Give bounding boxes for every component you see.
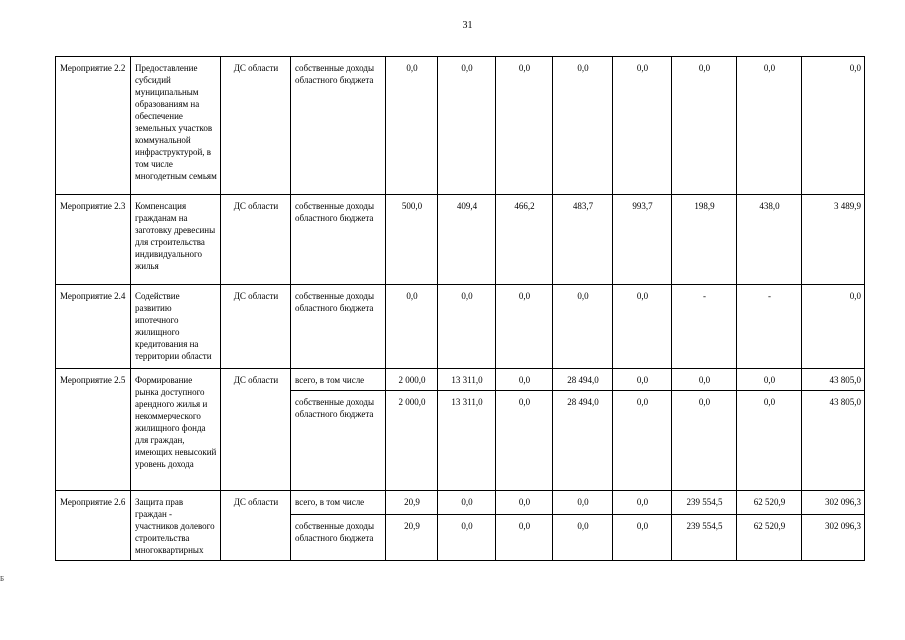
- value-cell: 0,0: [737, 369, 802, 391]
- value-cell: 0,0: [496, 491, 553, 515]
- value-cell: 0,0: [496, 285, 553, 369]
- value-cell: 28 494,0: [553, 369, 613, 391]
- value-cell: 0,0: [672, 391, 737, 491]
- value-cell: 0,0: [496, 391, 553, 491]
- value-cell: 0,0: [438, 285, 496, 369]
- value-cell: 13 311,0: [438, 369, 496, 391]
- funding-source: собственные доходы областного бюджета: [291, 285, 386, 369]
- value-cell: 62 520,9: [737, 515, 802, 561]
- measure-name: Содействие развитию ипотечного жилищного кредитования на территории области: [131, 285, 221, 369]
- value-cell: 0,0: [737, 57, 802, 195]
- value-cell: 2 000,0: [386, 369, 438, 391]
- measure-id: Мероприятие 2.5: [56, 369, 131, 491]
- value-cell: 0,0: [438, 515, 496, 561]
- value-cell: 0,0: [386, 57, 438, 195]
- measure-name: Компенсация гражданам на заготовку древесины для строительства индивидуального жилья: [131, 195, 221, 285]
- value-cell: 993,7: [613, 195, 672, 285]
- value-cell: 0,0: [613, 515, 672, 561]
- funding-source: собственные доходы областного бюджета: [291, 515, 386, 561]
- value-cell: 198,9: [672, 195, 737, 285]
- table-row: [56, 285, 865, 369]
- value-cell: 20,9: [386, 491, 438, 515]
- value-cell: 302 096,3: [802, 491, 865, 515]
- value-cell: 0,0: [553, 285, 613, 369]
- measure-name: Защита прав граждан - участников долевого строительства многоквартирных: [131, 491, 221, 561]
- measure-id: Мероприятие 2.4: [56, 285, 131, 369]
- value-cell: 0,0: [553, 515, 613, 561]
- value-cell: 0,0: [802, 285, 865, 369]
- value-cell: 0,0: [672, 57, 737, 195]
- value-cell: 0,0: [613, 369, 672, 391]
- value-cell: 0,0: [613, 391, 672, 491]
- funding-source: собственные доходы областного бюджета: [291, 391, 386, 491]
- value-cell: 0,0: [553, 491, 613, 515]
- responsible: ДС области: [221, 57, 291, 195]
- value-cell: 0,0: [438, 491, 496, 515]
- responsible: ДС области: [221, 491, 291, 561]
- value-cell: 0,0: [737, 391, 802, 491]
- funding-source: всего, в том числе: [291, 369, 386, 391]
- funding-source: собственные доходы областного бюджета: [291, 57, 386, 195]
- measure-name: Предоставление субсидий муниципальным образованиям на обеспечение земельных участков коммунальной инфраструктурой, в том числе многодетным семьям: [131, 57, 221, 195]
- value-cell: 0,0: [496, 515, 553, 561]
- table-row: [56, 369, 865, 391]
- value-cell: 466,2: [496, 195, 553, 285]
- value-cell: 20,9: [386, 515, 438, 561]
- responsible: ДС области: [221, 195, 291, 285]
- value-cell: 62 520,9: [737, 491, 802, 515]
- value-cell: 409,4: [438, 195, 496, 285]
- table-row: [56, 195, 865, 285]
- value-cell: -: [672, 285, 737, 369]
- measure-name: Формирование рынка доступного арендного жилья и некоммерческого жилищного фонда для граждан, имеющих невысокий уровень дохода: [131, 369, 221, 491]
- value-cell: 302 096,3: [802, 515, 865, 561]
- table-row: [56, 491, 865, 515]
- value-cell: 2 000,0: [386, 391, 438, 491]
- value-cell: 500,0: [386, 195, 438, 285]
- value-cell: 13 311,0: [438, 391, 496, 491]
- responsible: ДС области: [221, 285, 291, 369]
- corner-mark: Б: [0, 575, 5, 583]
- funding-source: всего, в том числе: [291, 491, 386, 515]
- measure-id: Мероприятие 2.6: [56, 491, 131, 561]
- value-cell: 0,0: [496, 369, 553, 391]
- value-cell: 0,0: [613, 57, 672, 195]
- program-measures-table: [55, 56, 865, 561]
- value-cell: 0,0: [496, 57, 553, 195]
- value-cell: 0,0: [672, 369, 737, 391]
- value-cell: 239 554,5: [672, 515, 737, 561]
- measure-id: Мероприятие 2.3: [56, 195, 131, 285]
- value-cell: 28 494,0: [553, 391, 613, 491]
- table-row: [56, 57, 865, 195]
- value-cell: 43 805,0: [802, 391, 865, 491]
- page-number: 31: [462, 20, 473, 31]
- value-cell: 3 489,9: [802, 195, 865, 285]
- value-cell: 239 554,5: [672, 491, 737, 515]
- value-cell: 0,0: [438, 57, 496, 195]
- value-cell: 0,0: [613, 491, 672, 515]
- value-cell: -: [737, 285, 802, 369]
- value-cell: 483,7: [553, 195, 613, 285]
- measure-id: Мероприятие 2.2: [56, 57, 131, 195]
- value-cell: 0,0: [553, 57, 613, 195]
- value-cell: 0,0: [802, 57, 865, 195]
- value-cell: 43 805,0: [802, 369, 865, 391]
- funding-source: собственные доходы областного бюджета: [291, 195, 386, 285]
- value-cell: 438,0: [737, 195, 802, 285]
- responsible: ДС области: [221, 369, 291, 491]
- value-cell: 0,0: [386, 285, 438, 369]
- value-cell: 0,0: [613, 285, 672, 369]
